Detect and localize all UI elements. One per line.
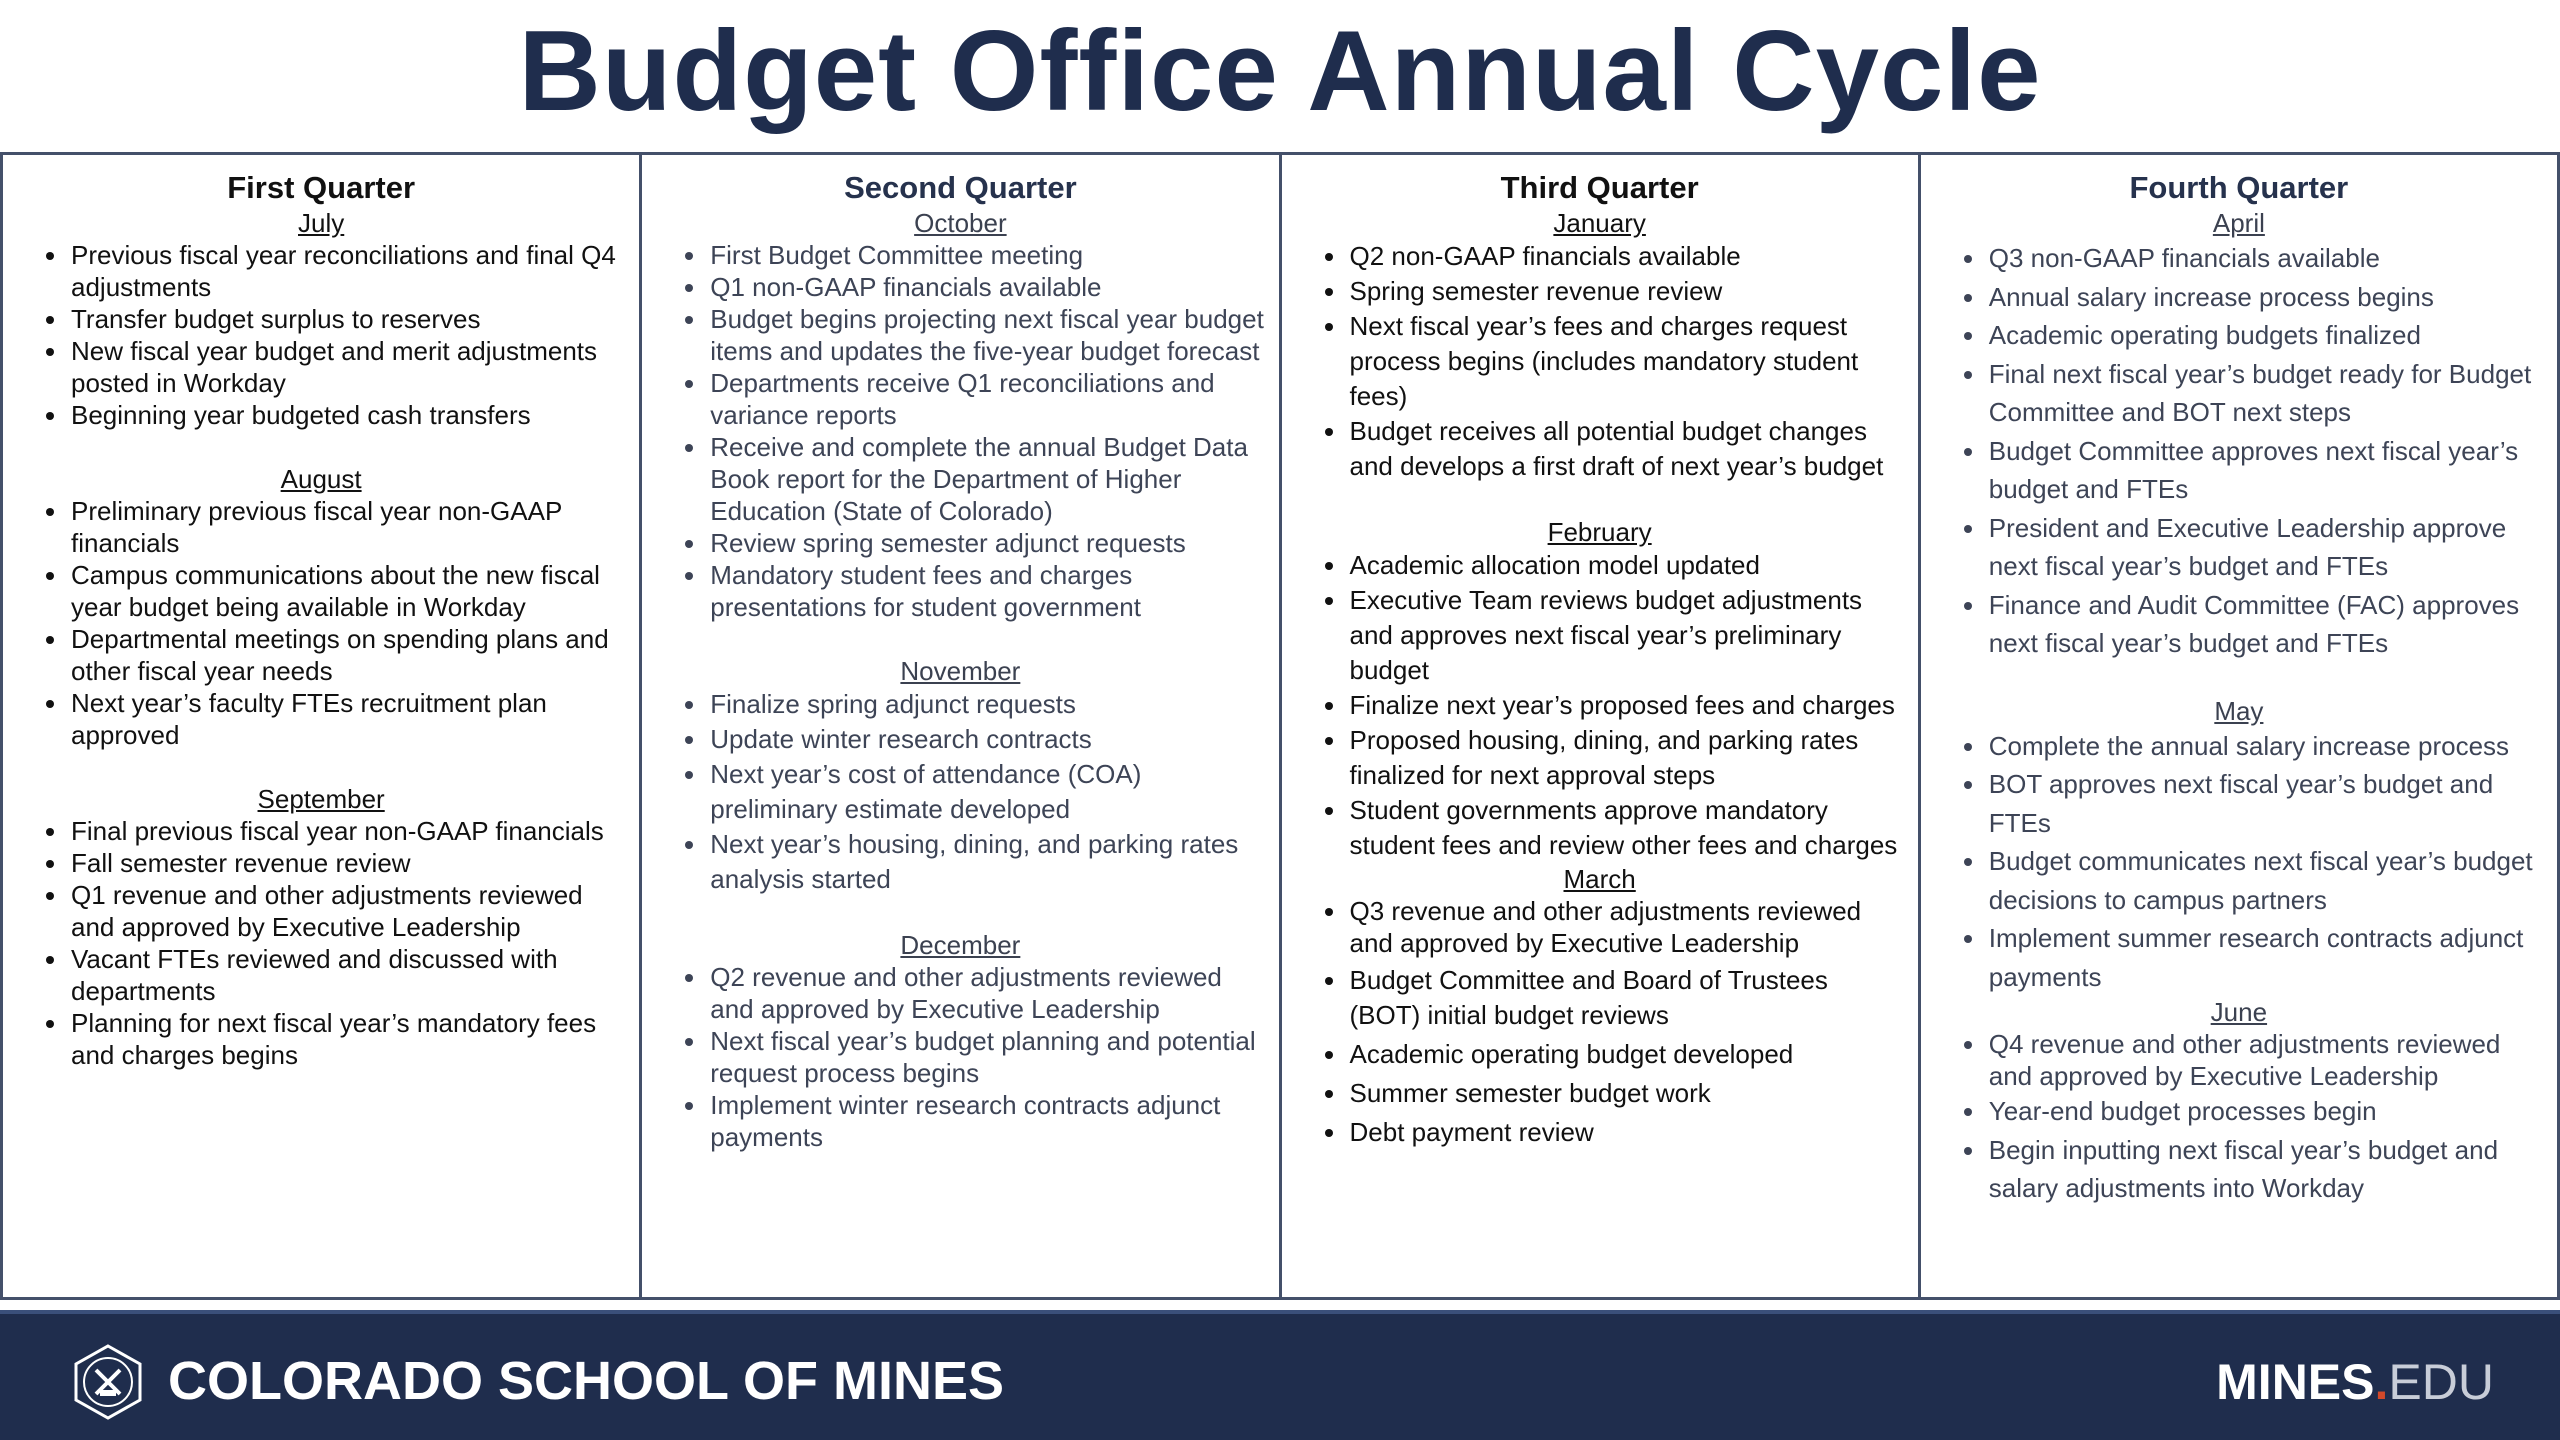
list-item: • Summer semester budget work <box>1348 1076 1904 1111</box>
month-heading-may: May <box>2214 695 2264 726</box>
month-heading-july: July <box>298 208 345 238</box>
month-list-may <box>1935 727 2543 997</box>
list-item: • Academic operating budget developed <box>1348 1037 1904 1072</box>
month-list-january <box>1296 239 1904 484</box>
list-item: • Budget communicates next fiscal year’s budget decisions to campus partners <box>1987 842 2543 919</box>
quarter-column-third <box>1282 155 1921 1297</box>
site-url-tld: EDU <box>2388 1354 2494 1410</box>
month-heading-december: December <box>900 930 1021 960</box>
list-item: • Next year’s faculty FTEs recruitment plan approved <box>69 687 625 751</box>
footer-bar <box>0 1310 2560 1440</box>
list-item: • Student governments approve mandatory student fees and review other fees and charges <box>1348 793 1904 863</box>
quarter-column-first <box>3 155 642 1297</box>
list-item: • Finalize next year’s proposed fees and charges <box>1348 688 1904 723</box>
list-item: • Budget Committee and Board of Trustees (BOT) initial budget reviews <box>1348 963 1904 1033</box>
list-item: • Q1 non-GAAP financials available <box>708 271 1264 303</box>
list-item: • Finalize spring adjunct requests <box>708 687 1264 722</box>
page-title: Budget Office Annual Cycle <box>518 8 2042 135</box>
list-item: • Planning for next fiscal year’s mandatory fees and charges begins <box>69 1007 625 1071</box>
month-heading-october: October <box>914 208 1007 238</box>
month-list-august <box>17 495 625 751</box>
list-item: • Departmental meetings on spending plans and other fiscal year needs <box>69 623 625 687</box>
month-heading-february: February <box>1547 517 1652 547</box>
list-item: • Update winter research contracts <box>708 722 1264 757</box>
list-item: • First Budget Committee meeting <box>708 239 1264 271</box>
month-list-july <box>17 239 625 431</box>
list-item: • Annual salary increase process begins <box>1987 278 2543 317</box>
list-item: • New fiscal year budget and merit adjustments posted in Workday <box>69 335 625 399</box>
list-item: • Q2 revenue and other adjustments reviewed and approved by Executive Leadership <box>708 961 1264 1025</box>
month-list-february <box>1296 548 1904 863</box>
month-heading-november: November <box>900 656 1021 686</box>
list-item: • Debt payment review <box>1348 1115 1904 1150</box>
list-item: • Budget Committee approves next fiscal year’s budget and FTEs <box>1987 432 2543 509</box>
list-item: • Budget begins projecting next fiscal year budget items and updates the five-year budget forecast <box>708 303 1264 367</box>
list-item: • Academic operating budgets finalized <box>1987 316 2543 355</box>
list-item: • Review spring semester adjunct requests <box>708 527 1264 559</box>
month-heading-june: June <box>2210 997 2268 1027</box>
month-list-december <box>656 961 1264 1153</box>
list-item: • Transfer budget surplus to reserves <box>69 303 625 335</box>
list-item: • Next fiscal year’s fees and charges request process begins (includes mandatory student fees) <box>1348 309 1904 414</box>
month-heading-march: March <box>1563 864 1636 894</box>
quarter-column-fourth <box>1921 155 2557 1297</box>
list-item: • Q3 non-GAAP financials available <box>1987 239 2543 278</box>
list-item: • Spring semester revenue review <box>1348 274 1904 309</box>
list-item: • Q1 revenue and other adjustments reviewed and approved by Executive Leadership <box>69 879 625 943</box>
list-item: • BOT approves next fiscal year’s budget and FTEs <box>1987 765 2543 842</box>
list-item: • Final next fiscal year’s budget ready for Budget Committee and BOT next steps <box>1987 355 2543 432</box>
site-url-dot: . <box>2374 1354 2389 1410</box>
list-item: • Campus communications about the new fiscal year budget being available in Workday <box>69 559 625 623</box>
list-item: • Preliminary previous fiscal year non-GAAP financials <box>69 495 625 559</box>
list-item: • Next year’s housing, dining, and parking rates analysis started <box>708 827 1264 897</box>
month-heading-april: April <box>2212 208 2265 238</box>
list-item: • Implement summer research contracts adjunct payments <box>1987 919 2543 996</box>
list-item: • Budget receives all potential budget changes and develops a first draft of next year’s budget <box>1348 414 1904 484</box>
list-item: • Departments receive Q1 reconciliations and variance reports <box>708 367 1264 431</box>
brand-wordmark: COLORADO SCHOOL OF MINES <box>168 1351 1005 1411</box>
list-item: • Mandatory student fees and charges presentations for student government <box>708 559 1264 623</box>
list-item: • Previous fiscal year reconciliations and final Q4 adjustments <box>69 239 625 303</box>
site-url-main: MINES <box>2216 1354 2375 1410</box>
quarter-grid <box>0 152 2560 1300</box>
list-item: • Finance and Audit Committee (FAC) approves next fiscal year’s budget and FTEs <box>1987 586 2543 663</box>
list-item: • Academic allocation model updated <box>1348 548 1904 583</box>
site-url <box>2216 1352 2494 1412</box>
list-item: • Fall semester revenue review <box>69 847 625 879</box>
month-heading-september: September <box>257 784 385 814</box>
list-item: • Implement winter research contracts adjunct payments <box>708 1089 1264 1153</box>
list-item: • Next fiscal year’s budget planning and potential request process begins <box>708 1025 1264 1089</box>
quarter-column-second <box>642 155 1281 1297</box>
quarter-title: Fourth Quarter <box>2129 170 2349 205</box>
month-heading-january: January <box>1553 208 1646 238</box>
list-item: • Q4 revenue and other adjustments reviewed and approved by Executive Leadership <box>1987 1028 2543 1092</box>
quarter-title: Second Quarter <box>844 170 1077 205</box>
list-item: • Vacant FTEs reviewed and discussed with departments <box>69 943 625 1007</box>
month-list-september <box>17 815 625 1071</box>
list-item: • Begin inputting next fiscal year’s budget and salary adjustments into Workday <box>1987 1131 2543 1208</box>
list-item: • Beginning year budgeted cash transfers <box>69 399 625 431</box>
list-item: • Q3 revenue and other adjustments reviewed and approved by Executive Leadership <box>1348 895 1904 959</box>
month-list-june <box>1935 1028 2543 1208</box>
month-list-november <box>656 687 1264 897</box>
mines-seal-icon <box>70 1344 146 1420</box>
list-item: • Year-end budget processes begin <box>1987 1092 2543 1131</box>
list-item: • Receive and complete the annual Budget Data Book report for the Department of Higher Education (State of Colorado) <box>708 431 1264 527</box>
list-item: • Next year’s cost of attendance (COA) preliminary estimate developed <box>708 757 1264 827</box>
month-list-april <box>1935 239 2543 663</box>
list-item: • Q2 non-GAAP financials available <box>1348 239 1904 274</box>
list-item: • Proposed housing, dining, and parking rates finalized for next approval steps <box>1348 723 1904 793</box>
list-item: • President and Executive Leadership approve next fiscal year’s budget and FTEs <box>1987 509 2543 586</box>
month-list-march <box>1296 895 1904 1150</box>
quarter-title: Third Quarter <box>1500 170 1699 205</box>
list-item: • Complete the annual salary increase process <box>1987 727 2543 766</box>
list-item: • Executive Team reviews budget adjustments and approves next fiscal year’s preliminary budget <box>1348 583 1904 688</box>
list-item: • Final previous fiscal year non-GAAP financials <box>69 815 625 847</box>
month-heading-august: August <box>280 464 362 494</box>
month-list-october <box>656 239 1264 623</box>
quarter-title: First Quarter <box>227 170 416 205</box>
